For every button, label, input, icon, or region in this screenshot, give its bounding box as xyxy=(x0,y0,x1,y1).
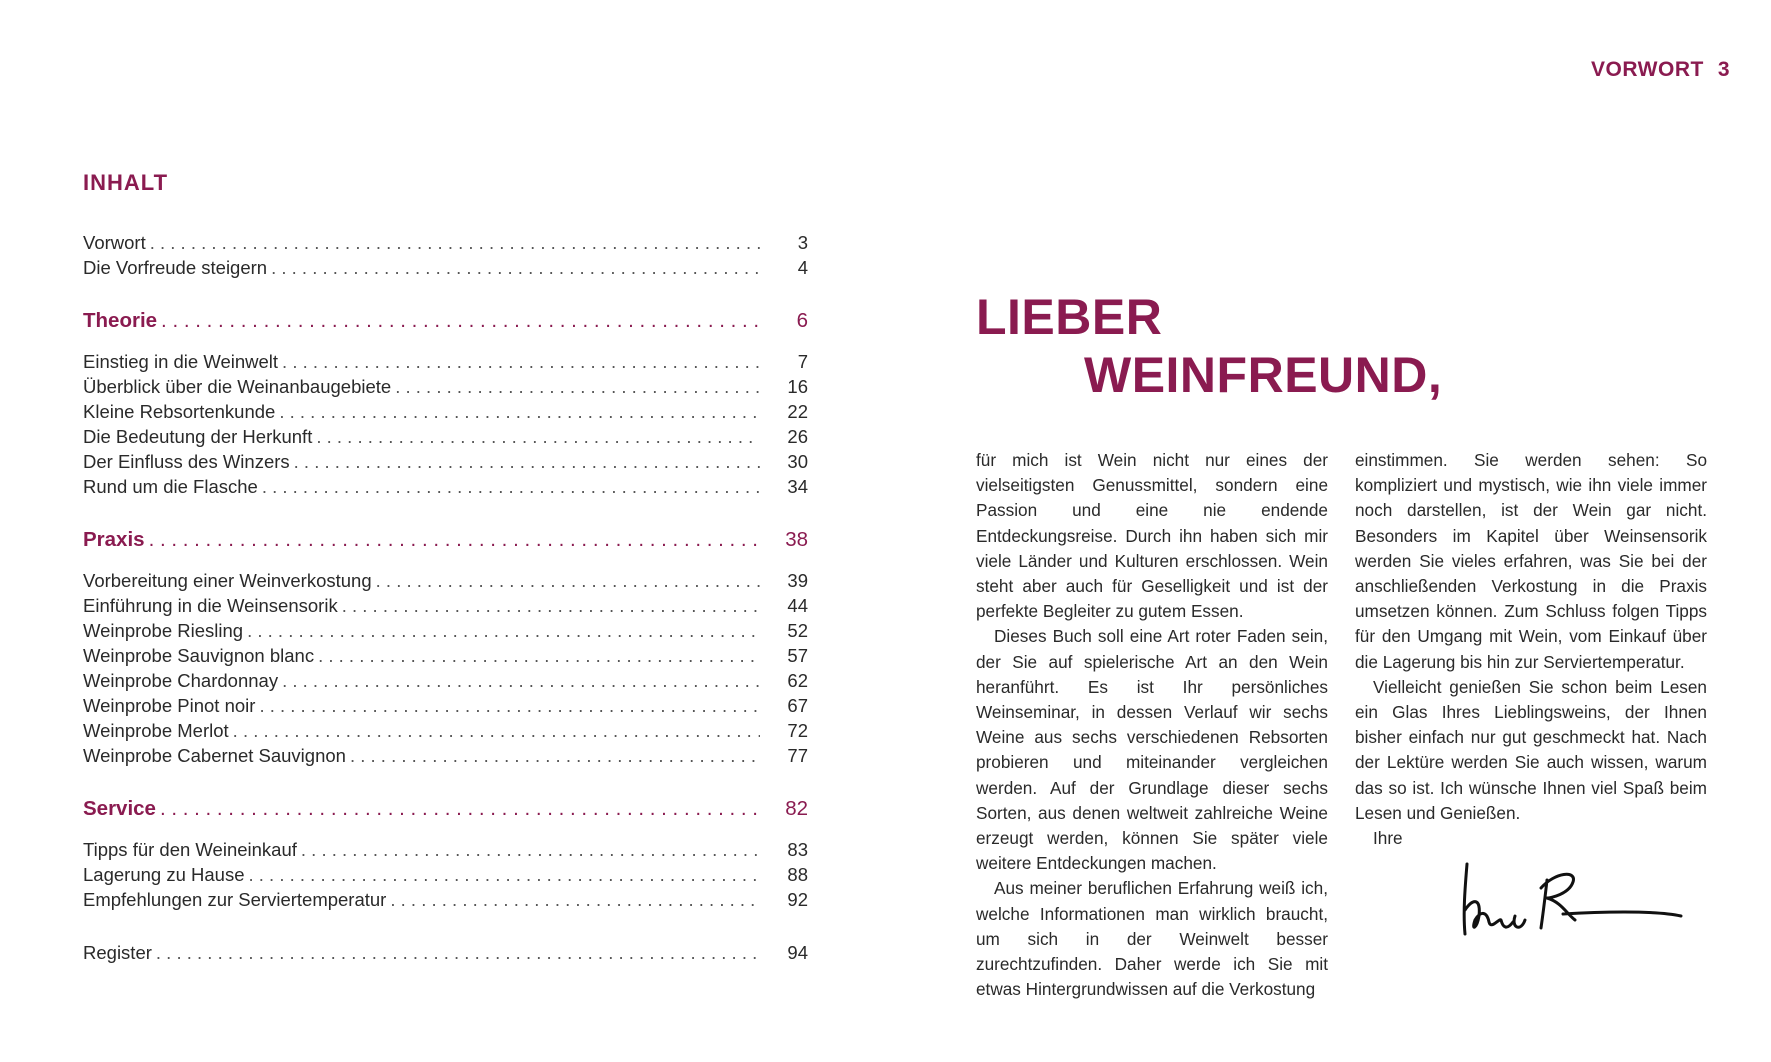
toc-entry-title: Vorwort xyxy=(83,232,146,253)
toc-page-number: 7 xyxy=(797,351,808,372)
toc-group xyxy=(83,230,808,280)
toc-entry-title: Rund um die Flasche xyxy=(83,476,258,497)
toc-entry-row xyxy=(83,643,808,668)
body-paragraph: Vielleicht genießen Sie schon beim Lesen ein Glas Ihres Lieblingsweins, der Ihnen bisher einfach nur gut geschmeckt hat. Nach der Lektüre werden Sie auch wissen, warum das so ist. Ich wünsche Ihnen viel Spaß beim Lesen und Genießen. xyxy=(1355,676,1707,823)
toc-leader-dots xyxy=(294,449,760,474)
toc-leader-dots xyxy=(248,862,760,887)
toc-page-number: 39 xyxy=(787,570,808,591)
toc-group xyxy=(83,796,808,912)
toc-leader-dots xyxy=(376,568,760,593)
toc-leader-dots xyxy=(262,474,760,499)
toc-page-number: 52 xyxy=(787,620,808,641)
toc-page-number: 30 xyxy=(787,451,808,472)
body-paragraph: Aus meiner beruflichen Erfahrung weiß ich, welche Informationen man wirklich braucht, um sich in der Weinwelt besser zurechtzufinden. Daher werde ich Sie mit etwas Hintergrundwissen auf die Verkostung xyxy=(976,878,1328,1000)
toc-leader-dots xyxy=(342,593,760,618)
page-number: 3 xyxy=(1717,58,1730,81)
toc-page-number: 77 xyxy=(787,745,808,766)
toc-entry-title: Weinprobe Cabernet Sauvignon xyxy=(83,745,346,766)
toc-entry-title: Kleine Rebsortenkunde xyxy=(83,401,276,422)
toc-entry-row xyxy=(83,668,808,693)
toc-leader-dots xyxy=(271,255,760,280)
toc-entry-title: Die Vorfreude steigern xyxy=(83,257,268,278)
toc-entry-row xyxy=(83,374,808,399)
toc-title: INHALT xyxy=(83,170,169,195)
toc-section-row xyxy=(83,308,808,333)
toc-page-number: 44 xyxy=(787,595,808,616)
toc-section-title: Theorie xyxy=(83,309,158,332)
closing-salutation: Ihre xyxy=(1373,828,1403,849)
toc-entry-title: Überblick über die Weinanbaugebiete xyxy=(83,376,392,397)
toc-leader-dots xyxy=(282,349,760,374)
toc-entry-title: Empfehlungen zur Serviertemperatur xyxy=(83,889,387,910)
toc-leader-dots xyxy=(301,837,760,862)
toc-entry-title: Einführung in die Weinsensorik xyxy=(83,595,338,616)
toc-page-number: 34 xyxy=(787,476,808,497)
page-headline xyxy=(976,288,1442,404)
toc-leader-dots xyxy=(390,887,760,912)
toc-page-number: 62 xyxy=(787,670,808,691)
toc-group xyxy=(83,308,808,499)
toc-entry-row xyxy=(83,474,808,499)
body-column-1 xyxy=(976,448,1328,1002)
toc-entry-title: Tipps für den Weineinkauf xyxy=(83,839,297,860)
toc-entry-title: Lagerung zu Hause xyxy=(83,864,245,885)
toc-section-title: Service xyxy=(83,797,156,820)
toc-page-number: 4 xyxy=(797,257,808,278)
toc-page-number: 83 xyxy=(787,839,808,860)
toc-section-row xyxy=(83,796,808,821)
table-of-contents xyxy=(83,230,808,993)
toc-entry-row xyxy=(83,718,808,743)
handwritten-signature-icon xyxy=(1455,858,1695,938)
toc-entry-title: Der Einfluss des Winzers xyxy=(83,451,290,472)
toc-leader-dots xyxy=(259,693,760,718)
toc-entry-row xyxy=(83,449,808,474)
toc-entry-title: Weinprobe Merlot xyxy=(83,720,229,741)
toc-page-number: 6 xyxy=(796,309,808,332)
toc-entry-row xyxy=(83,940,808,965)
toc-entry-title: Weinprobe Pinot noir xyxy=(83,695,256,716)
toc-group xyxy=(83,527,808,768)
body-paragraph: einstimmen. Sie werden sehen: So kompliziert und mystisch, wie ihn viele immer noch darstellen, ist der Wein gar nicht. Besonders im Kapitel über Weinsensorik werden Sie vieles erfahren, was Sie bei der anschließenden Verkostung in die Praxis umsetzen können. Zum Schluss folgen Tipps für den Umgang mit Wein, vom Einkauf über die Lagerung bis hin zur Serviertemperatur. xyxy=(1355,450,1707,672)
toc-page-number: 57 xyxy=(787,645,808,666)
toc-leader-dots xyxy=(350,743,760,768)
toc-leader-dots xyxy=(279,399,760,424)
toc-entry-row xyxy=(83,618,808,643)
headline-line-2: WEINFREUND, xyxy=(1084,347,1443,403)
toc-page-number: 38 xyxy=(785,528,808,551)
toc-entry-title: Weinprobe Riesling xyxy=(83,620,244,641)
toc-entry-title: Vorbereitung einer Weinverkostung xyxy=(83,570,372,591)
toc-entry-row xyxy=(83,862,808,887)
toc-entry-row xyxy=(83,424,808,449)
body-paragraph: für mich ist Wein nicht nur eines der vielseitigsten Genussmittel, sondern eine Passion und eine nie endende Entdeckungsreise. Durch ihn haben sich mir viele Länder und Kulturen erschlossen. Wein steht aber auch für Geselligkeit und ist der perfekte Begleiter zu gutem Essen. xyxy=(976,450,1328,622)
toc-leader-dots xyxy=(318,643,760,668)
toc-entry-row xyxy=(83,887,808,912)
toc-entry-row xyxy=(83,230,808,255)
toc-leader-dots xyxy=(156,940,760,965)
toc-section-title: Praxis xyxy=(83,528,145,551)
toc-leader-dots xyxy=(282,668,760,693)
toc-leader-dots xyxy=(233,718,760,743)
toc-page-number: 88 xyxy=(787,864,808,885)
toc-leader-dots xyxy=(316,424,760,449)
toc-page-number: 72 xyxy=(787,720,808,741)
header-label: VORWORT xyxy=(1591,58,1704,81)
toc-leader-dots xyxy=(161,308,760,333)
toc-entry-row xyxy=(83,743,808,768)
toc-entry-title: Weinprobe Sauvignon blanc xyxy=(83,645,315,666)
toc-entry-row xyxy=(83,399,808,424)
body-paragraph: Dieses Buch soll eine Art roter Faden sein, der Sie auf spielerische Art an den Wein heranführt. Es ist Ihr persönliches Weinseminar, in dessen Verlauf wir sechs Weine aus sechs verschiedenen Rebsorten probieren und miteinander vergleichen werden. Auf der Grundlage dieser sechs Sorten, aus denen weltweit zahlreiche Weine erzeugt werden, können Sie später viele weitere Entdeckungen machen. xyxy=(976,626,1328,874)
toc-page-number: 26 xyxy=(787,426,808,447)
headline-line-1: LIEBER xyxy=(976,289,1163,345)
toc-page-number: 3 xyxy=(797,232,808,253)
toc-page-number: 67 xyxy=(787,695,808,716)
toc-page-number: 92 xyxy=(787,889,808,910)
toc-page-number: 82 xyxy=(785,797,808,820)
toc-leader-dots xyxy=(395,374,760,399)
toc-leader-dots xyxy=(247,618,760,643)
toc-entry-title: Register xyxy=(83,942,152,963)
toc-entry-title: Die Bedeutung der Herkunft xyxy=(83,426,313,447)
toc-entry-title: Weinprobe Chardonnay xyxy=(83,670,279,691)
toc-leader-dots xyxy=(160,796,760,821)
toc-entry-row xyxy=(83,593,808,618)
toc-page-number: 22 xyxy=(787,401,808,422)
running-header xyxy=(1591,58,1730,82)
toc-entry-row xyxy=(83,693,808,718)
body-column-2 xyxy=(1355,448,1707,851)
toc-page-number: 94 xyxy=(787,942,808,963)
toc-section-row xyxy=(83,527,808,552)
toc-group xyxy=(83,940,808,965)
toc-entry-row xyxy=(83,255,808,280)
toc-page-number: 16 xyxy=(787,376,808,397)
toc-entry-row xyxy=(83,349,808,374)
toc-entry-row xyxy=(83,837,808,862)
toc-entry-row xyxy=(83,568,808,593)
toc-leader-dots xyxy=(149,527,760,552)
toc-entry-title: Einstieg in die Weinwelt xyxy=(83,351,279,372)
toc-leader-dots xyxy=(150,230,760,255)
